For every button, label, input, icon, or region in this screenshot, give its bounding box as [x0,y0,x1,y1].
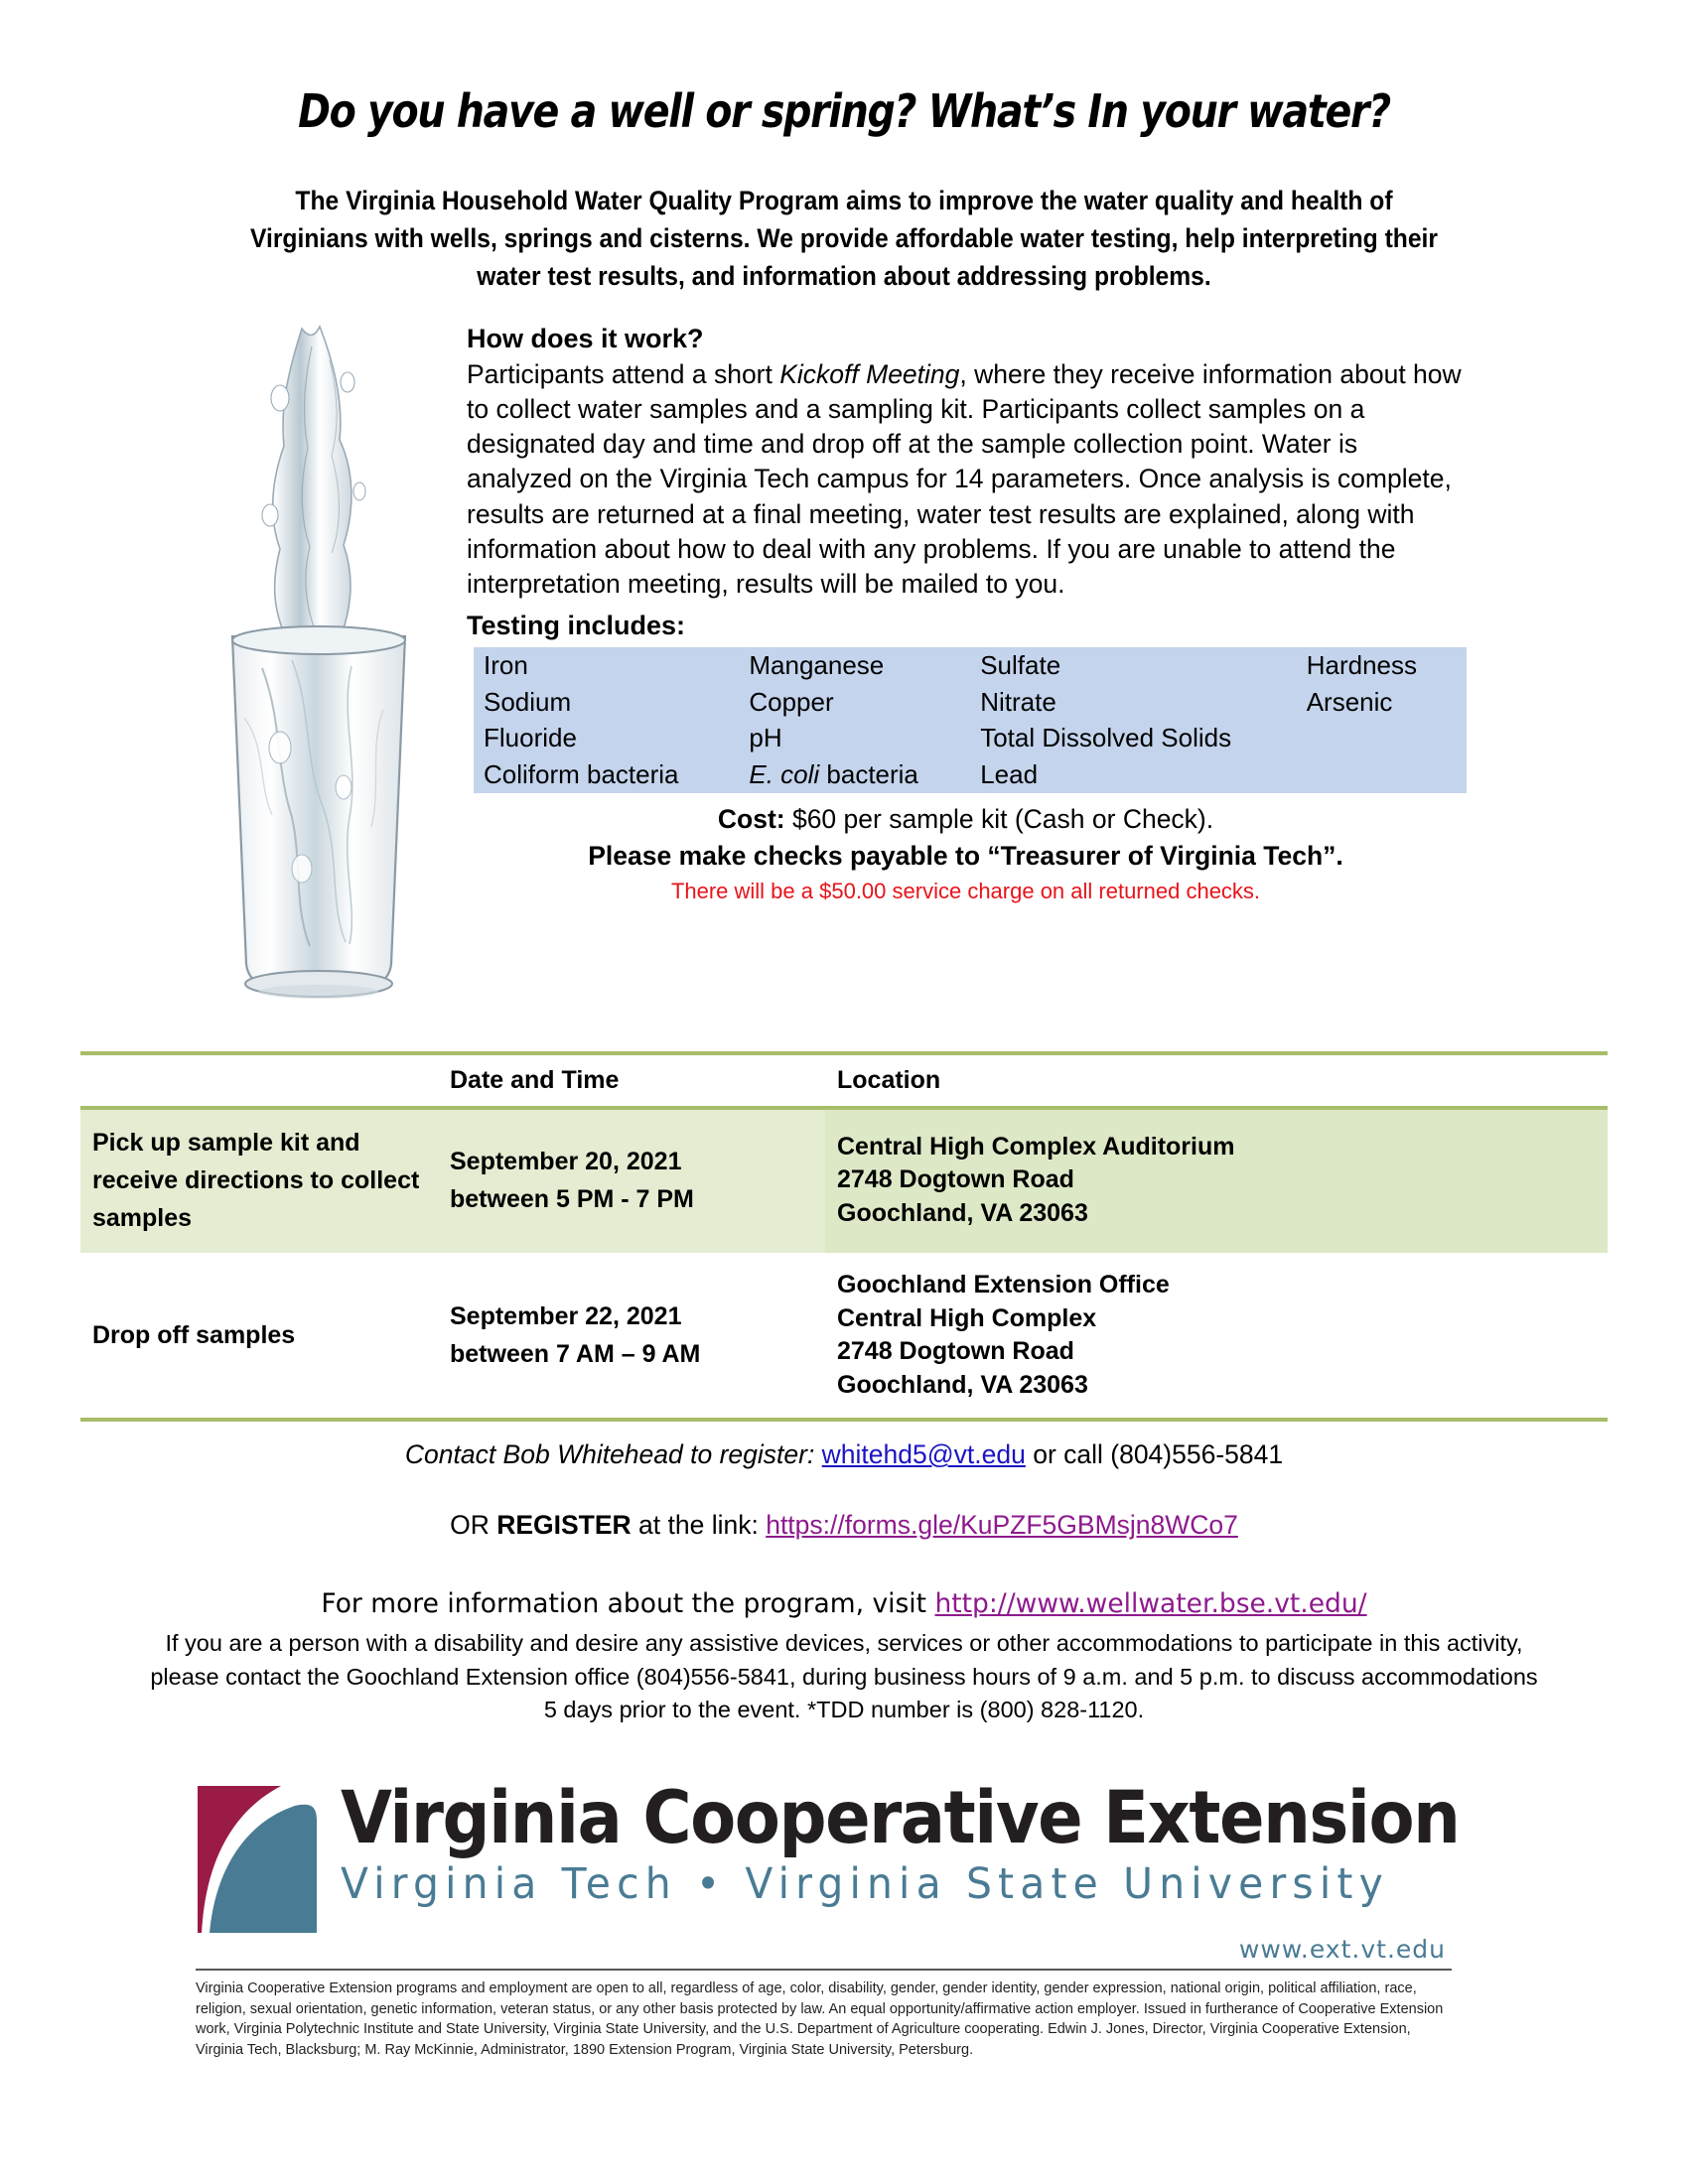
vce-logo-subtitle: Virginia Tech • Virginia State University [341,1859,1389,1910]
test-param [1297,756,1467,793]
contact-prefix: Contact Bob Whitehead to register: [404,1439,822,1470]
schedule-header-datetime: Date and Time [438,1053,825,1108]
test-param: Sodium [484,686,572,717]
table-row [474,647,1467,684]
register-line [0,1510,1688,1541]
schedule-table-wrapper [80,1051,1608,1422]
schedule-date: September 22, 2021 [450,1302,682,1331]
test-param-ecoli [739,756,970,793]
cost-value: $60 per sample kit (Cash or Check). [784,803,1214,834]
testing-includes-heading: Testing includes: [467,611,686,641]
table-row [474,756,1467,793]
register-word: REGISTER [496,1510,632,1541]
schedule-location [825,1254,1608,1420]
schedule-time: between 5 PM - 7 PM [450,1185,694,1214]
test-param: pH [749,723,782,753]
intro-paragraph: The Virginia Household Water Quality Program aims to improve the water quality and health of Virginians with wells, springs and cisterns. We provide affordable water testing, help interpreting their water test results, and information about addressing problems. [249,186,1438,291]
test-param: Coliform bacteria [484,758,679,789]
vce-logo-name: Virginia Cooperative Extension [341,1776,1460,1861]
schedule-row-dropoff [80,1254,1608,1420]
test-param: Lead [980,758,1039,789]
water-glass-image [185,321,453,1006]
ecoli-italic: E. coli [749,758,820,789]
how-text-after: , where they receive information about how to collect water samples and a sampling kit. Participants collect samples on a designated day and time and drop off at the sample collection point. Water is analyzed on the Virginia Tech campus for 14 parameters. Once analysis is complete, results are returned at a final meeting, water test results are explained, along with information about how to deal with any problems. If you are unable to attend the interpretation meeting, results will be mailed to you. [467,358,1462,599]
location-line: 2748 Dogtown Road [837,1337,1074,1366]
contact-suffix: or call (804)556-5841 [1025,1439,1284,1470]
test-param: Nitrate [980,686,1056,717]
kickoff-meeting-italic: Kickoff Meeting [779,358,960,389]
test-param: Hardness [1306,650,1417,681]
cost-line [467,803,1465,836]
test-param: Total Dissolved Solids [980,723,1232,753]
location-line: Central High Complex [837,1303,1097,1332]
returned-check-fee-line: There will be a $50.00 service charge on all returned checks. [670,878,1261,903]
cost-label: Cost: [717,803,785,834]
wellwater-website-link[interactable]: http://www.wellwater.bse.vt.edu/ [934,1588,1367,1620]
test-param: Sulfate [980,650,1061,681]
page-title: Do you have a well or spring? What’s In your water? [298,84,1390,138]
registration-form-link[interactable]: https://forms.gle/KuPZF5GBMsjn8WCo7 [766,1510,1238,1541]
table-row [474,720,1467,756]
schedule-datetime [438,1108,825,1254]
how-text-before: Participants attend a short [467,358,780,389]
location-line: Goochland, VA 23063 [837,1198,1088,1227]
test-param: Copper [749,686,834,717]
how-it-works-paragraph [467,357,1470,603]
schedule-header-row [80,1053,1608,1108]
test-param: Manganese [749,650,885,681]
schedule-header-activity [80,1053,438,1108]
logo-block [0,1776,1688,2058]
schedule-activity: Drop off samples [80,1254,438,1420]
vce-website-url: www.ext.vt.edu [1238,1935,1446,1965]
schedule-table [80,1051,1608,1422]
table-row [474,684,1467,721]
accessibility-statement: If you are a person with a disability and desire any assistive devices, services or other accommodations to participate in this activity, please contact the Goochland Extension office (804)556-5841, during business hours of 9 a.m. and 5 p.m. to discuss accommodations 5 days prior to the event. *TDD number is (800) 828-1120. [150,1630,1538,1722]
schedule-header-location: Location [825,1053,1608,1108]
contact-line [0,1439,1688,1470]
schedule-row-pickup [80,1108,1608,1254]
schedule-location [825,1108,1608,1254]
location-line: 2748 Dogtown Road [837,1165,1074,1194]
vce-logo-mark-icon [196,1784,317,1933]
legal-fineprint: Virginia Cooperative Extension programs and employment are open to all, regardless of age, color, disability, gender, gender identity, gender expression, national origin, political affiliation, race, religion, sexual orientation, genetic information, veteran status, or any other basis protected by law. An equal opportunity/affirmative action employer. Issued in furtherance of Cooperative Extension work, Virginia Polytechnic Institute and State University, Virginia State University, and the U.S. Department of Agriculture cooperating. Edwin J. Jones, Director, Virginia Cooperative Extension, Virginia Tech, Blacksburg; M. Ray McKinnie, Administrator, 1890 Extension Program, Virginia State University, Petersburg. [196,1980,1444,2058]
checks-payable-line: Please make checks payable to “Treasurer of Virginia Tech”. [588,840,1343,871]
location-line: Goochland, VA 23063 [837,1370,1088,1399]
schedule-activity: Pick up sample kit and receive directions to collect samples [80,1108,438,1254]
test-param [1297,720,1467,756]
location-line: Goochland Extension Office [837,1271,1170,1299]
test-param: Fluoride [484,723,577,753]
test-param: Iron [484,650,528,681]
testing-parameters-table [474,647,1467,792]
how-it-works-heading: How does it work? [467,324,704,354]
schedule-date: September 20, 2021 [450,1148,682,1176]
schedule-time: between 7 AM – 9 AM [450,1340,701,1369]
email-link[interactable]: whitehd5@vt.edu [821,1439,1026,1470]
schedule-datetime [438,1254,825,1420]
more-info-line [0,1588,1688,1619]
register-prefix: OR [450,1510,497,1541]
ecoli-suffix: bacteria [819,758,918,789]
test-param: Arsenic [1306,686,1393,717]
location-line: Central High Complex Auditorium [837,1132,1235,1160]
middle-section [0,321,1688,1055]
more-info-prefix: For more information about the program, visit [321,1588,935,1620]
logo-divider [196,1969,1452,1971]
register-mid: at the link: [631,1510,767,1541]
how-it-works-block [467,323,1470,904]
